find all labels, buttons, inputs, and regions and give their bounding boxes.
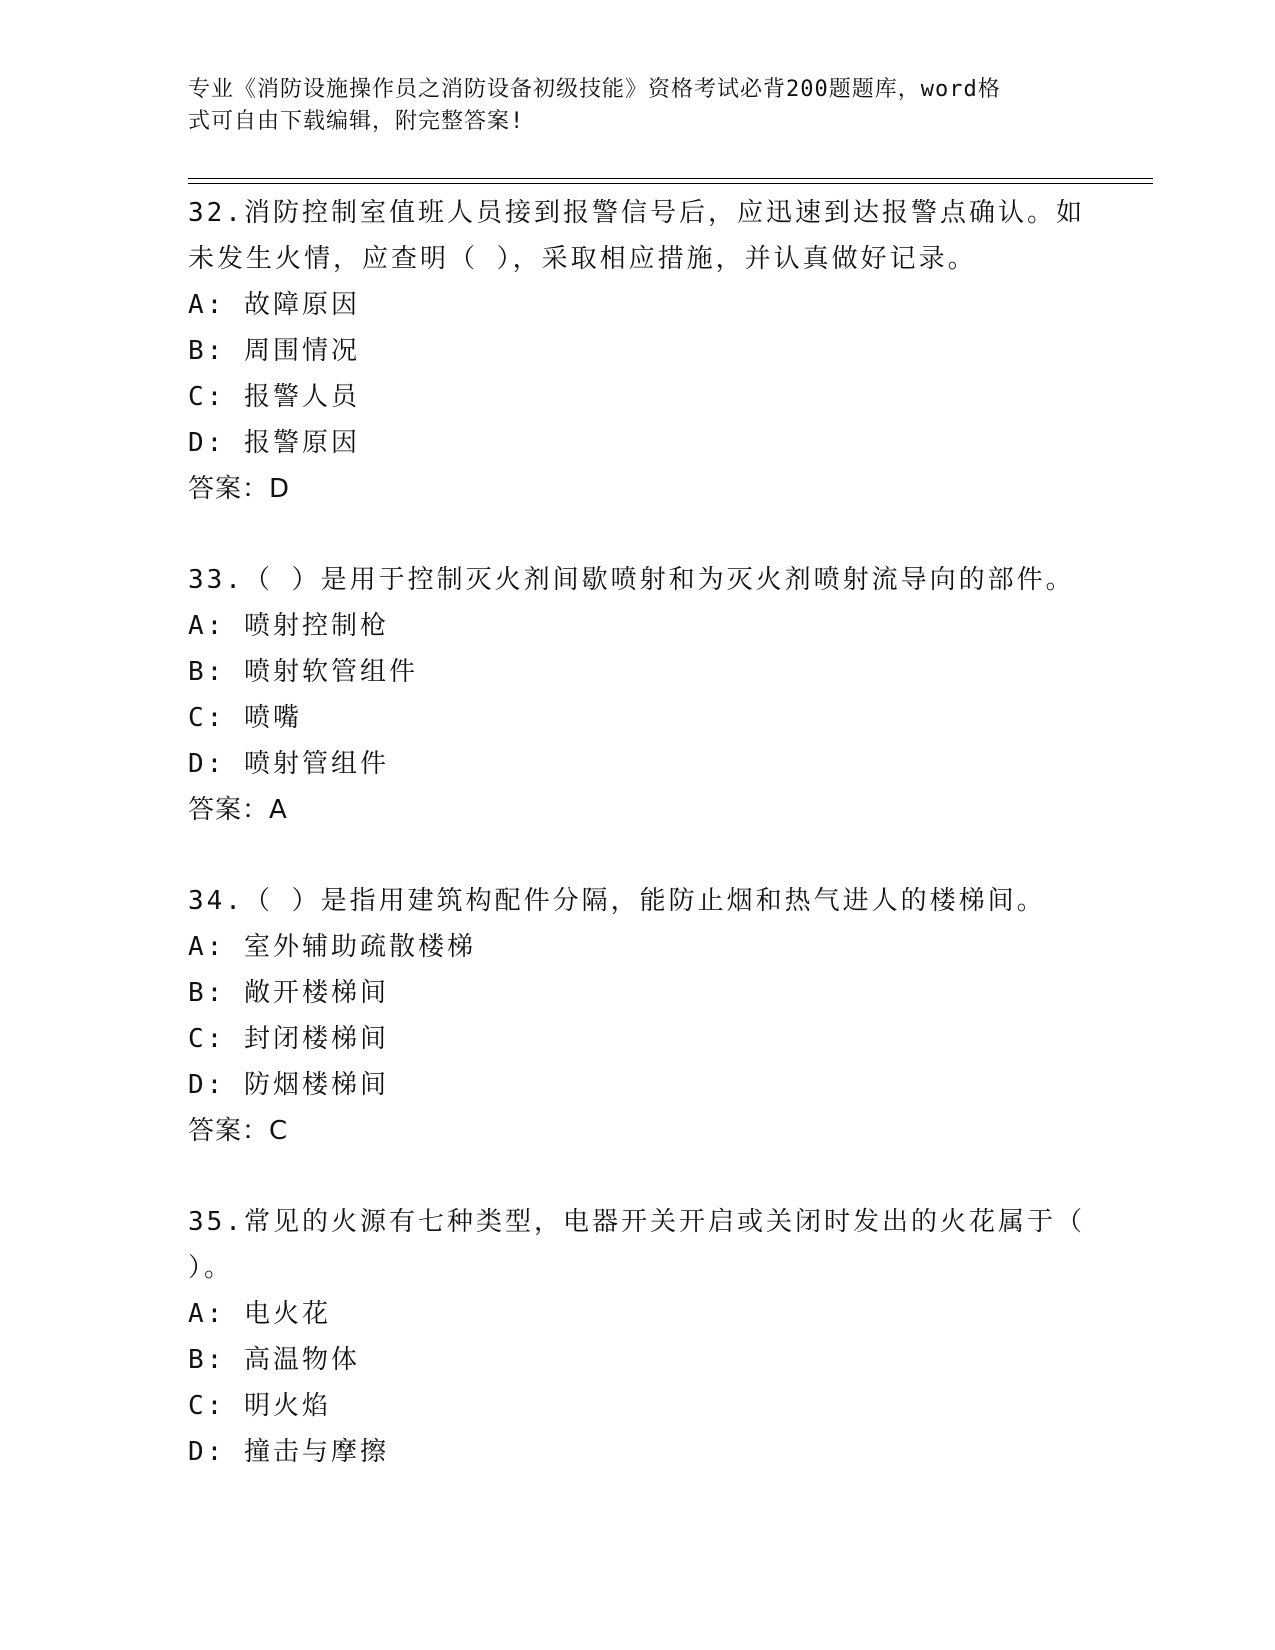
option-a: A: 电火花 [188,1299,331,1329]
option-a: A: 喷射控制枪 [188,611,389,641]
question-32 [188,190,1088,512]
header-line-1: 专业《消防设施操作员之消防设备初级技能》资格考试必背200题题库，word格 [188,77,1001,102]
question-35 [188,1199,1088,1475]
option-b: B: 高温物体 [188,1345,360,1375]
question-spacer [188,833,1088,878]
option-c: C: 报警人员 [188,382,360,412]
answer: 答案：C [188,1116,289,1146]
question-text-line: 34.（ ）是指用建筑构配件分隔，能防止烟和热气进人的楼梯间。 [188,886,1046,916]
option-d: D: 报警原因 [188,428,360,458]
option-c: C: 封闭楼梯间 [188,1024,389,1054]
option-b: B: 敞开楼梯间 [188,978,389,1008]
question-text-line: 32.消防控制室值班人员接到报警信号后，应迅速到达报警点确认。如 [188,198,1085,228]
question-33 [188,557,1088,833]
option-a: A: 故障原因 [188,290,360,320]
header-divider-bottom [188,183,1153,184]
question-list [188,190,1088,1475]
question-text-line: 33.（ ）是用于控制灭火剂间歇喷射和为灭火剂喷射流导向的部件。 [188,565,1075,595]
option-b: B: 周围情况 [188,336,360,366]
option-b: B: 喷射软管组件 [188,657,418,687]
option-c: C: 明火焰 [188,1391,331,1421]
option-a: A: 室外辅助疏散楼梯 [188,932,476,962]
option-d: D: 撞击与摩擦 [188,1437,389,1467]
question-text-line: 35.常见的火源有七种类型，电器开关开启或关闭时发出的火花属于（ [188,1207,1085,1237]
question-text-line: ）。 [188,1253,234,1283]
question-spacer [188,512,1088,557]
header-line-2: 式可自由下载编辑，附完整答案! [188,109,525,134]
question-34 [188,878,1088,1154]
question-spacer [188,1154,1088,1199]
header-divider-top [188,178,1153,179]
question-text-line: 未发生火情，应查明（ ），采取相应措施，并认真做好记录。 [188,244,977,274]
option-c: C: 喷嘴 [188,703,302,733]
answer: 答案：A [188,795,288,825]
option-d: D: 喷射管组件 [188,749,389,779]
option-d: D: 防烟楼梯间 [188,1070,389,1100]
answer: 答案：D [188,474,291,504]
document-header [188,74,1068,138]
